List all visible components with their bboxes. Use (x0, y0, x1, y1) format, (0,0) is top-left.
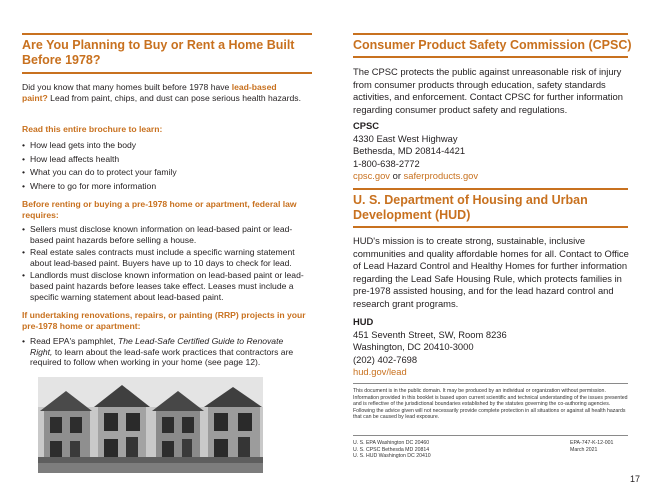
cpsc-description: The CPSC protects the public against unreasonable risk of injury from consumer products through education, safety standards activities, and enforcement. Contact CPSC for further information regarding consumer product safety and regulations. (353, 66, 623, 115)
cpsc-rule-top (353, 33, 628, 35)
disclaimer-rule (353, 383, 628, 384)
left-page-title (22, 38, 312, 68)
cpsc-rule-bottom (353, 56, 628, 58)
list-item (22, 336, 308, 368)
hud-rule-bottom (353, 226, 628, 228)
cpsc-title: Consumer Product Safety Commission (CPSC) (353, 38, 632, 52)
hud-name: HUD (353, 316, 374, 327)
cpsc-websites (353, 170, 628, 183)
intro-text: Did you know that many homes built before 1978 have (22, 82, 232, 92)
hud-contact (353, 316, 628, 379)
hud-title-line1: U. S. Department of Housing and Urban (353, 193, 588, 207)
hud-address-line2: Washington, DC 20410-3000 (353, 341, 474, 353)
hud-title (353, 193, 633, 223)
cpsc-contact (353, 120, 628, 183)
rrp-list (22, 336, 308, 368)
list-item: • What you can do to protect your family (22, 167, 312, 178)
law-heading: Before renting or buying a pre-1978 home or apartment, federal law requires: (22, 199, 297, 220)
left-title-rule-top (22, 33, 312, 35)
law-list (22, 224, 308, 302)
footer-address: U. S. CPSC Bethesda MD 20814 (353, 446, 430, 453)
footer-agency-addresses (353, 440, 533, 460)
footer-address: U. S. EPA Washington DC 20460 (353, 440, 430, 446)
left-title-line1: Are You Planning to Buy or Rent a Home Built (22, 38, 295, 52)
cpsc-address-line1: 4330 East West Highway (353, 132, 458, 144)
cpsc-name: CPSC (353, 120, 380, 131)
saferproducts-link[interactable]: saferproducts.gov (403, 170, 479, 182)
cpsc-phone: 1-800-638-2772 (353, 157, 420, 169)
list-item: • How lead gets into the body (22, 140, 312, 151)
left-title-line2: Before 1978? (22, 53, 101, 67)
houses-photo (38, 377, 263, 473)
cpsc-address-line2: Bethesda, MD 20814-4421 (353, 145, 466, 157)
left-title-rule-bottom (22, 72, 312, 74)
intro-highlight: lead-based paint? (22, 82, 277, 103)
list-item: • How lead affects health (22, 154, 312, 165)
rrp-pamphlet-title: The Lead-Safe Certified Guide to Renovate Right, (30, 336, 284, 357)
rrp-text-end: to learn about the lead-safe work practices that contractors are required to follow when working in your home (see page 12). (30, 346, 294, 368)
intro-paragraph (22, 82, 304, 103)
rrp-heading: If undertaking renovations, repairs, or painting (RRP) projects in your pre-1978 home or apartment: (22, 310, 306, 331)
disclaimer-text: This document is in the public domain. It may be produced by an individual or organization without permission. Information provided in this booklet is based upon current scientific and technical understanding of the issues presented and is reflective of the jurisdictional boundaries established by the statutes governing the co-authoring agencies. Following the advice given will not necessarily provide complete protection in all situations or against all health hazards that can be caused by lead exposure. (353, 388, 628, 421)
cpsc-website-link[interactable]: cpsc.gov (353, 170, 390, 182)
intro-text-end: Lead from paint, chips, and dust can pose serious health hazards. (47, 92, 301, 103)
footer-publication-info (570, 440, 630, 453)
list-item: • Where to go for more information (22, 181, 312, 192)
hud-description: HUD's mission is to create strong, sustainable, inclusive communities and quality affordable homes for all. Contact to Office of Lead Hazard Control and Healthy Homes for further information regarding the Lead Safe Housing Rule, which protects families in pre-1978 assisted housing, and for the lead hazard control and research grant programs. (353, 235, 629, 309)
hud-title-line2: Development (HUD) (353, 208, 471, 222)
publication-number: EPA-747-K-12-001 (570, 440, 614, 446)
hud-rule-top (353, 188, 628, 190)
cpsc-web-or: or (390, 170, 404, 182)
rrp-text: Read EPA's pamphlet, (30, 336, 118, 346)
learn-heading: Read this entire brochure to learn: (22, 124, 163, 134)
learn-list (22, 140, 312, 191)
publication-date: March 2021 (570, 446, 598, 453)
list-item: • Sellers must disclose known information on lead-based paint or lead-based paint hazards before selling a house. (22, 224, 308, 245)
hud-address-line1: 451 Seventh Street, SW, Room 8236 (353, 328, 507, 340)
footer-address: U. S. HUD Washington DC 20410 (353, 453, 431, 460)
page-number: 17 (630, 474, 641, 484)
footer-rule (353, 435, 628, 436)
list-item: • Landlords must disclose known information on lead-based paint or lead-based paint hazards before leases take effect. Leases must include a specific warning statement about lead-based paint. (22, 270, 308, 302)
hud-phone: (202) 402-7698 (353, 353, 418, 365)
hud-website-link[interactable]: hud.gov/lead (353, 366, 407, 378)
list-item: • Real estate sales contracts must include a specific warning statement about lead-based paint. Buyers have up to 10 days to check for lead. (22, 247, 308, 268)
